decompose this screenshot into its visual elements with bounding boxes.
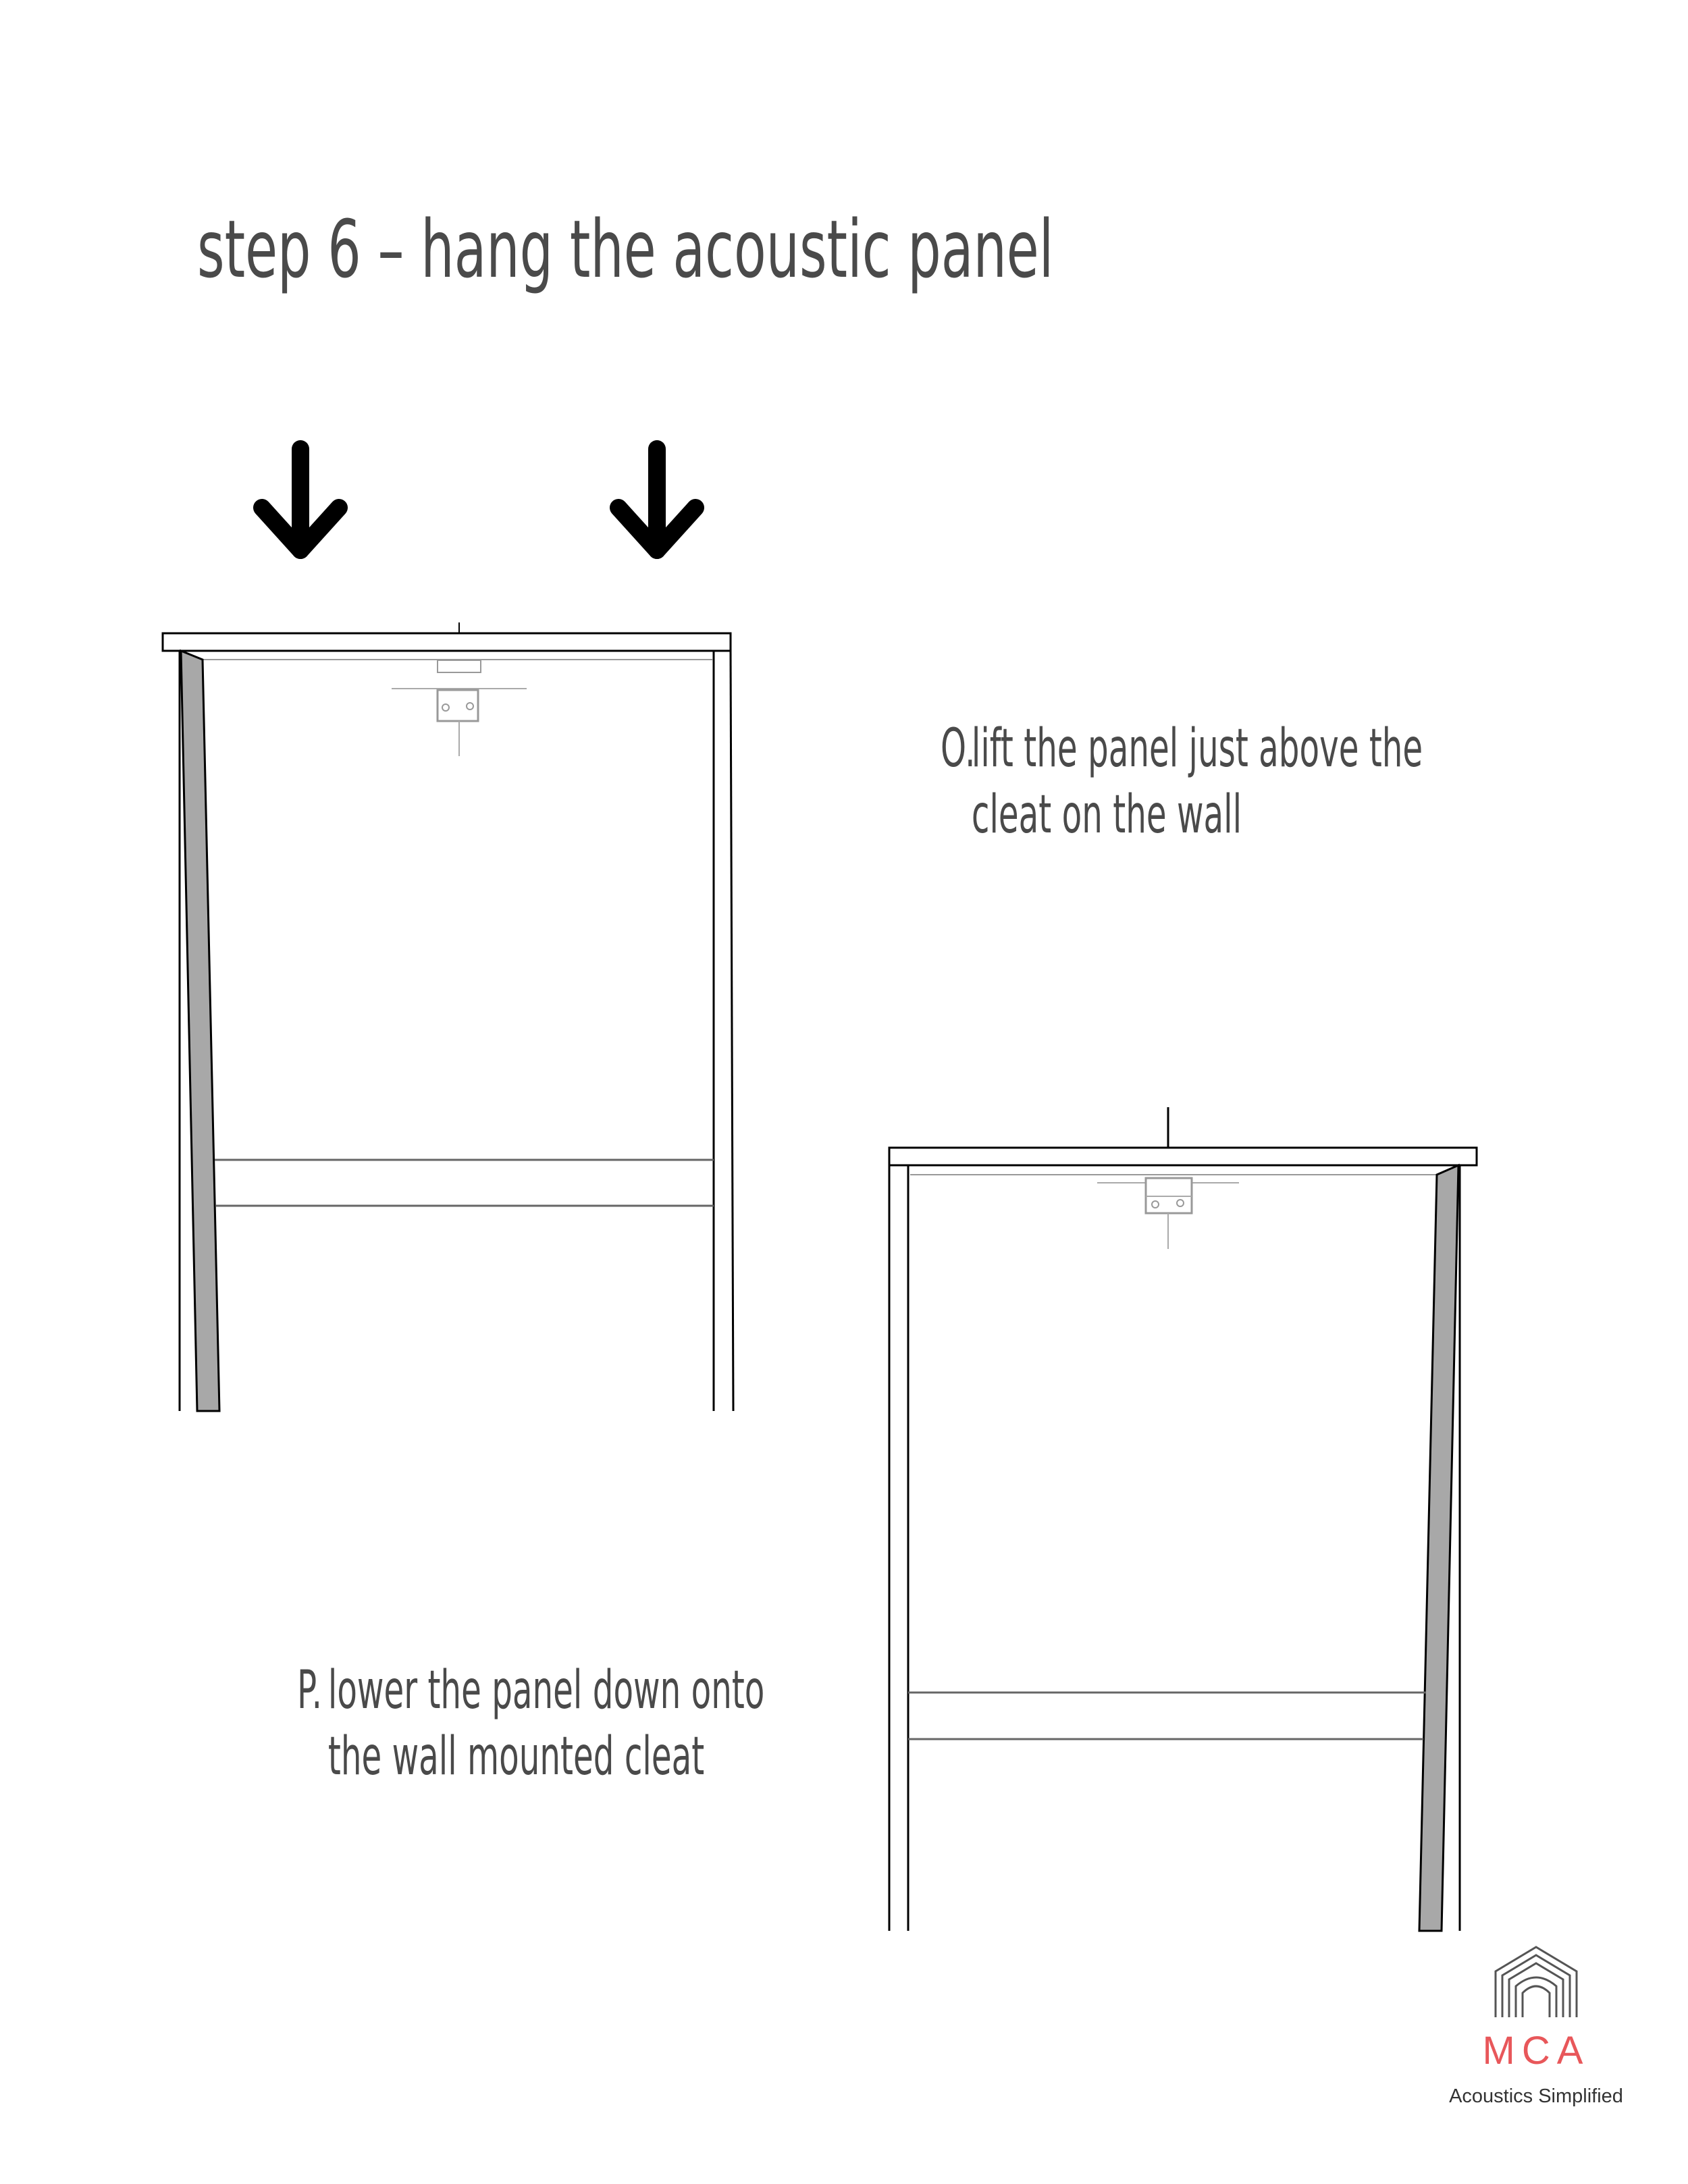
step-text-line: the wall mounted cleat [327,1726,705,1787]
step-text-line: lower the panel down onto [327,1660,765,1721]
page-title: step 6 – hang the acoustic panel [197,203,1054,296]
down-arrow-icon [618,449,695,550]
logo-name: MCA [1482,2029,1590,2073]
step-p [297,1657,1051,1790]
mca-arch-logo-icon [1493,1944,1579,2020]
panel-lifted [163,622,733,1411]
step-letter: O. [941,718,976,779]
brand-logo [1438,1944,1634,2108]
down-arrow-icon [262,449,339,550]
step-o [941,716,1688,848]
panel-lowered [889,1107,1477,1931]
wall-cleat [392,660,527,756]
logo-tagline: Acoustics Simplified [1449,2085,1623,2107]
step-letter: P. [297,1660,323,1721]
step-text-line: lift the panel just above the [971,718,1423,779]
step-text-line: cleat on the wall [971,784,1242,845]
wall-cleat [1097,1178,1239,1249]
